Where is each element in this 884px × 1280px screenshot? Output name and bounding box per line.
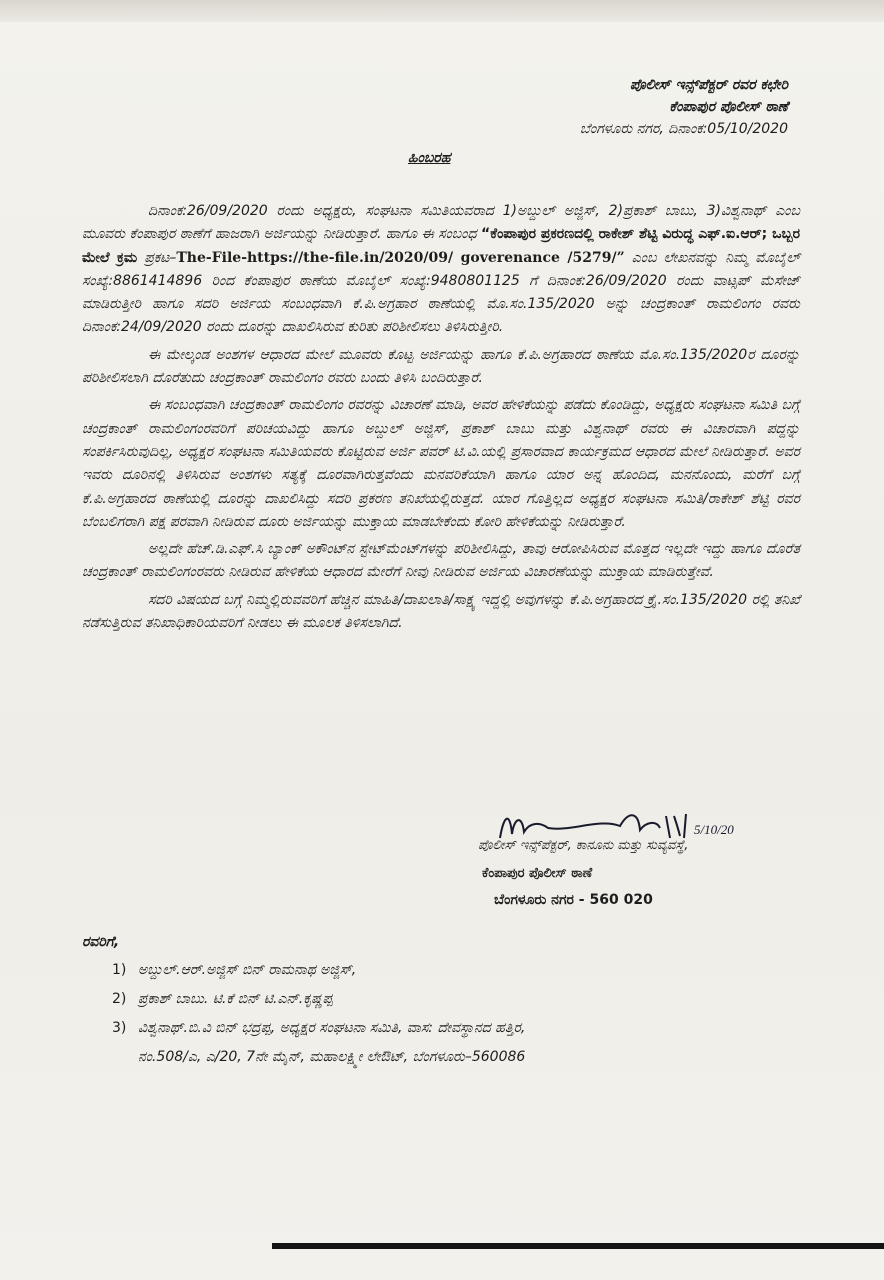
office-line-1: ಪೊಲೀಸ್ ಇನ್ಸ್‌ಪೆಕ್ಟರ್ ರವರ ಕಛೇರಿ — [630, 77, 788, 93]
paragraph-2: ಈ ಮೇಲ್ಕಂಡ ಅಂಶಗಳ ಆಧಾರದ ಮೇಲೆ ಮೂವರು ಕೊಟ್ಟ ಅರ್ಜಿಯನ್ನು ಹಾಗೂ ಕೆ.ಪಿ.ಅಗ್ರಹಾರದ ಠಾಣೆಯ ಮೊ.ಸಂ.135/2020ರ ದೂರನ್ನು ಪರಿಶೀಲಿಸಲಾಗಿ ದೊರೆತುದು ಚಂದ್ರಕಾಂತ್ ರಾಮಲಿಂಗಂ ರವರು ಬಂದು ತಿಳಿಸಿ ಬಂದಿರುತ್ತಾರೆ. — [82, 346, 800, 387]
recipient-item — [112, 1014, 752, 1043]
signatory-city: ಬೆಂಗಳೂರು ನಗರ - 560 020 — [494, 892, 653, 908]
signatory-designation: ಪೊಲೀಸ್ ಇನ್ಸ್‌ಪೆಕ್ಟರ್, ಕಾನೂನು ಮತ್ತು ಸುವ್ಯವಸ್ಥೆ, — [478, 838, 689, 853]
recipient-text: ವಿಶ್ವನಾಥ್.ಬಿ.ವಿ ಬಿನ್ ಭದ್ರಪ್ಪ, ಅಧ್ಯಕ್ಷರ ಸಂಘಟನಾ ಸಮಿತಿ, ವಾಸ: ದೇವಸ್ಥಾನದ ಹತ್ತಿರ, — [138, 1020, 526, 1036]
signature-date: 5/10/20 — [694, 822, 734, 837]
recipient-text: ಪ್ರಕಾಶ್ ಬಾಬು. ಟಿ.ಕೆ ಬಿನ್ ಟಿ.ಎನ್.ಕೃಷ್ಣಪ್ಪ — [138, 991, 333, 1007]
recipient-number: 3) — [112, 1020, 127, 1036]
paragraph-4: ಅಲ್ಲದೇ ಹೆಚ್.ಡಿ.ಎಫ್.ಸಿ ಬ್ಯಾಂಕ್ ಅಕೌಂಟ್‌ನ ಸ್ಟೇಟ್‌ಮೆಂಟ್‌ಗಳನ್ನು ಪರಿಶೀಲಿಸಿದ್ದು, ತಾವು ಆರೋಪಿಸಿರುವ ಮೊತ್ತದ ಇಲ್ಲದೇ ಇದ್ದು ಹಾಗೂ ದೊರೆತ ಚಂದ್ರಕಾಂತ್ ರಾಮಲಿಂಗಂರವರು ನೀಡಿರುವ ಹೇಳಿಕೆಯ ಆಧಾರದ ಮೇರೆಗೆ ನೀವು ನೀಡಿರುವ ಅರ್ಜಿಯ ವಿಚಾರಣೆಯನ್ನು ಮುಕ್ತಾಯ ಮಾಡಿರುತ್ತೇವೆ. — [82, 541, 800, 581]
paragraph-1-text: ದಿನಾಂಕ:26/09/2020 ರಂದು ಅಧ್ಯಕ್ಷರು, ಸಂಘಟನಾ ಸಮಿತಿಯವರಾದ 1)ಅಬ್ದುಲ್ ಅಜ್ಜಿಸ್, 2)ಪ್ರಕಾಶ್ ಬಾಬು, 3)ವಿಶ್ವನಾಥ್ ಎಂಬ ಮೂವರು ಕೆಂಪಾಪುರ ಠಾಣೆಗೆ ಹಾಜರಾಗಿ ಅರ್ಜಿಯನ್ನು ನೀಡಿರುತ್ತಾರೆ. ಹಾಗೂ ಈ ಸಂಬಂಧ — [82, 203, 800, 243]
paragraph-1-quote: “ಕೆಂಪಾಪುರ ಪ್ರಕರಣದಲ್ಲಿ ರಾಕೇಶ್ ಶೆಟ್ಟಿ ವಿರುದ್ಧ ಎಫ್.ಐ.ಆರ್; ಒಬ್ಬರ ಮೇಲೆ ಕ್ರಮ — [82, 226, 800, 266]
office-line-2: ಕೆಂಪಾಪುರ ಪೊಲೀಸ್ ಠಾಣೆ — [669, 99, 788, 115]
recipient-item — [112, 956, 752, 985]
signature-block — [470, 808, 750, 918]
scan-top-edge — [0, 0, 884, 22]
recipient-number: 1) — [112, 962, 127, 978]
recipients-list — [112, 956, 752, 1072]
paragraph-1-rest: ಎಂಬ ಲೇಖನವನ್ನು ನಿಮ್ಮ ಮೊಬೈಲ್ ಸಂಖ್ಯೆ:8861414896 ರಿಂದ ಕೆಂಪಾಪುರ ಠಾಣೆಯ ಮೊಬೈಲ್ ಸಂಖ್ಯೆ:9480801125 ಗೆ ದಿನಾಂಕ:26/09/2020 ರಂದು ವಾಟ್ಸಪ್ ಮೆಸೇಜ್ ಮಾಡಿರುತ್ತೀರಿ ಹಾಗೂ ಸದರಿ ಅರ್ಜಿಯ ಸಂಬಂಧವಾಗಿ ಕೆ.ಪಿ.ಅಗ್ರಹಾರ ಠಾಣೆಯಲ್ಲಿ ಮೊ.ಸಂ.135/2020 ಅನ್ನು ಚಂದ್ರಕಾಂತ್ ರಾಮಲಿಂಗಂ ರವರು ದಿನಾಂಕ:24/09/2020 ರಂದು ದೂರನ್ನು ದಾಖಲಿಸಿರುವ ಕುರಿತು ಪರಿಶೀಲಿಸಲು ತಿಳಿಸಿರುತ್ತೀರಿ. — [82, 249, 800, 336]
document-subject: ಹಿಂಬರಹ — [408, 150, 451, 166]
office-address-block — [488, 74, 788, 140]
paragraph-1-link: The-File-https://the-file.in/2020/09/ goverenance /5279/” — [176, 249, 625, 266]
letter-body — [82, 200, 800, 639]
recipients-label: ರವರಿಗೆ, — [82, 934, 120, 950]
paragraph-5: ಸದರಿ ವಿಷಯದ ಬಗ್ಗೆ ನಿಮ್ಮಲ್ಲಿರುವವರಿಗೆ ಹೆಚ್ಚಿನ ಮಾಹಿತಿ/ದಾಖಲಾತಿ/ಸಾಕ್ಷ್ಯ ಇದ್ದಲ್ಲಿ ಅವುಗಳನ್ನು ಕೆ.ಪಿ.ಅಗ್ರಹಾರದ ಕ್ರೈ.ಸಂ.135/2020 ರಲ್ಲಿ ತನಿಖೆ ನಡೆಸುತ್ತಿರುವ ತನಿಖಾಧಿಕಾರಿಯವರಿಗೆ ನೀಡಲು ಈ ಮೂಲಕ ತಿಳಿಸಲಾಗಿದೆ. — [82, 591, 800, 632]
paragraph-1 — [82, 200, 800, 340]
paragraph-1-link-prefix: ಪ್ರಕಟ– — [144, 249, 177, 266]
recipient-item — [112, 985, 752, 1014]
scan-bottom-edge — [272, 1243, 884, 1249]
paragraph-3: ಈ ಸಂಬಂಧವಾಗಿ ಚಂದ್ರಕಾಂತ್ ರಾಮಲಿಂಗಂ ರವರನ್ನು ವಿಚಾರಣೆ ಮಾಡಿ, ಅವರ ಹೇಳಿಕೆಯನ್ನು ಪಡೆದು ಕೊಂಡಿದ್ದು, ಅಧ್ಯಕ್ಷರು ಸಂಘಟನಾ ಸಮಿತಿ ಬಗ್ಗೆ ಚಂದ್ರಕಾಂತ್ ರಾಮಲಿಂಗಂರವರಿಗೆ ಪರಿಚಯವಿದ್ದು ಹಾಗೂ ಅಬ್ದುಲ್ ಅಜ್ಜಿಸ್, ಪ್ರಕಾಶ್ ಬಾಬು ಮತ್ತು ವಿಶ್ವನಾಥ್ ರವರು ಈ ವಿಚಾರವಾಗಿ ಪದ್ದನ್ನು ಸಂಪರ್ಕಿಸಿರುವುದಿಲ್ಲ, ಅಧ್ಯಕ್ಷರ ಸಂಘಟನಾ ಸಮಿತಿಯವರು ಕೊಟ್ಟಿರುವ ಅರ್ಜಿ ಪವರ್ ಟಿ.ವಿ.ಯಲ್ಲಿ ಪ್ರಸಾರವಾದ ಕಾರ್ಯಕ್ರಮದ ಆಧಾರದ ಮೇಲೆ ನೀಡಿರುತ್ತಾರೆ. ಅವರ ಇವರು ದೂರಿನಲ್ಲಿ ತಿಳಿಸಿರುವ ಅಂಶಗಳು ಸತ್ಯಕ್ಕೆ ದೂರವಾಗಿರುತ್ತವೆಂದು ಮನವರಿಕೆಯಾಗಿ ಹಾಗೂ ಯಾರ ಅನ್ನ ಹೊಂದಿದ, ಮನನೊಂದು, ಮರೆಗೆ ಬಗ್ಗೆ ಕೆ.ಪಿ.ಅಗ್ರಹಾರದ ಠಾಣೆಯಲ್ಲಿ ದೂರನ್ನು ದಾಖಲಿಸಿದ್ದು ಸದರಿ ಪ್ರಕರಣ ತನಿಖೆಯಲ್ಲಿರುತ್ತದೆ. ಯಾರ ಗೊತ್ತಿಲ್ಲದ ಅಧ್ಯಕ್ಷರ ಸಂಘಟನಾ ಸಮಿತಿ/ರಾಕೇಶ್ ಶೆಟ್ಟಿ ರವರ ಬೆಂಬಲಿಗರಾಗಿ ಪಕ್ಷ ಪರವಾಗಿ ನೀಡಿರುವ ದೂರು ಅರ್ಜಿಯನ್ನು ಮುಕ್ತಾಯ ಮಾಡಬೇಕೆಂದು ಕೋರಿ ಹೇಳಿಕೆಯನ್ನು ನೀಡಿರುತ್ತಾರೆ. — [82, 397, 800, 530]
office-line-date: ಬೆಂಗಳೂರು ನಗರ, ದಿನಾಂಕ:05/10/2020 — [579, 121, 788, 137]
recipient-text: ಅಬ್ದುಲ್.ಆರ್.ಅಜ್ಜಿಸ್ ಬಿನ್ ರಾಮನಾಥ ಅಜ್ಜಿಸ್, — [138, 962, 357, 978]
recipient-address-continuation: ನಂ.508/ಎ, ಎ/20, 7ನೇ ಮೈನ್, ಮಹಾಲಕ್ಷ್ಮೀ ಲೇಔಟ್, ಬೆಂಗಳೂರು–560086 — [138, 1049, 526, 1065]
recipient-number: 2) — [112, 991, 127, 1007]
signatory-station: ಕೆಂಪಾಪುರ ಪೊಲೀಸ್ ಠಾಣೆ — [482, 866, 593, 881]
